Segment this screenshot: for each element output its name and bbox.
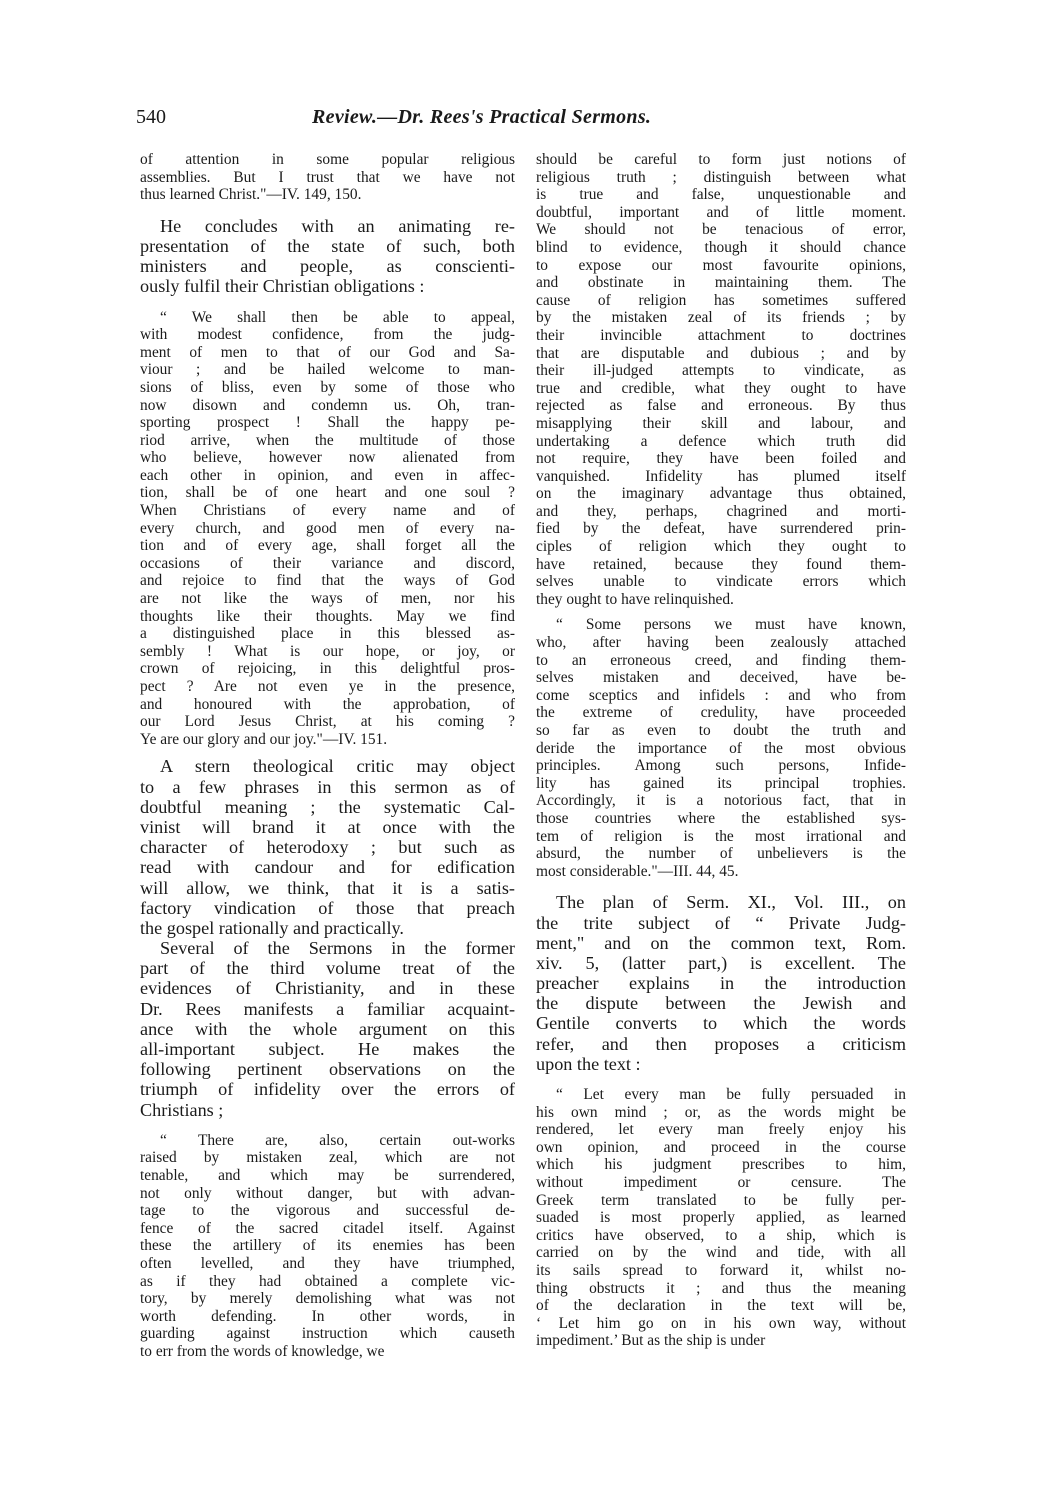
running-title: Review.—Dr. Rees's Practical Sermons.: [312, 106, 652, 128]
text-line: riod arrive, when the multitude of those: [140, 431, 515, 449]
text-line: with modest confidence, from the judg-: [140, 326, 515, 344]
text-line: so far as even to doubt the truth and: [536, 722, 906, 739]
text-line: by the mistaken zeal of its friends ; by: [536, 309, 906, 327]
text-line: deride the importance of the most obvious: [536, 739, 906, 757]
paragraph-large: [140, 756, 515, 938]
text-line: all-important subject. He makes the: [140, 1039, 515, 1059]
text-line: rendered, let every man freely enjoy his: [536, 1121, 906, 1139]
text-line: preacher explains in the introduction: [536, 973, 906, 994]
text-line: their invincible attachment to doctrines: [536, 326, 906, 344]
text-line: which his judgment prescribes to him,: [536, 1156, 906, 1174]
text-line: “ There are, also, certain out-works: [160, 1131, 515, 1149]
text-line: undertaking a defence which truth did: [536, 432, 906, 450]
right-column: [536, 151, 906, 1350]
text-line: to an erroneous creed, and finding them-: [536, 651, 906, 669]
text-line: thing obstructs it ; and thus the meaning: [536, 1279, 906, 1297]
text-line: the trite subject of “ Private Judg-: [536, 912, 906, 933]
text-line: thus learned Christ."—IV. 149, 150.: [140, 186, 362, 204]
text-line: Ye are our glory and our joy."—IV. 151.: [140, 730, 388, 748]
text-line: presentation of the state of such, both: [140, 235, 515, 256]
text-line: that are disputable and dubious ; and by: [536, 344, 906, 362]
text-line: every church, and good men of every na-: [140, 519, 515, 537]
text-line: evidences of Christianity, and in these: [140, 978, 515, 999]
text-line: who, after having been zealously attached: [536, 634, 906, 652]
text-line: now disown and condemn us. Oh, tran-: [140, 396, 515, 414]
text-line: selves mistaken and deceived, have be-: [536, 669, 906, 687]
page-number: 540: [136, 106, 166, 128]
text-line: carried on by the wind and tide, with all: [536, 1244, 906, 1262]
paragraph-large: [140, 216, 515, 297]
left-column: [140, 151, 515, 1360]
text-line: sions of bliss, even by some of those who: [140, 378, 515, 396]
text-line: ment," and on the common text, Rom.: [536, 932, 906, 953]
text-line: doubtful meaning ; the systematic Cal-: [140, 796, 515, 817]
text-line: crown of rejoicing, in this delightful pros-: [140, 660, 515, 678]
text-line: ‘ Let him go on in his own way, without: [536, 1314, 906, 1332]
text-line: misapplying their skill and labour, and: [536, 414, 906, 432]
text-line: not require, they have been foiled and: [536, 450, 906, 468]
text-line: fence of the sacred citadel itself. Against: [140, 1219, 515, 1237]
text-line: He concludes with an animating re-: [160, 215, 515, 236]
text-line: and honoured with the approbation, of: [140, 695, 515, 713]
text-line: tem of religion is the most irrational and: [536, 827, 906, 845]
text-line: factory vindication of those that preach: [140, 897, 515, 918]
text-line: Accordingly, it is a notorious fact, that in: [536, 792, 906, 810]
text-line: the dispute between the Jewish and: [536, 993, 906, 1014]
text-line: fied by the defeat, have surrendered prin-: [536, 520, 906, 538]
text-line: ance with the whole argument on this: [140, 1018, 515, 1039]
text-line: tage to the vigorous and successful de-: [140, 1202, 515, 1220]
text-line: of the declaration in the text will be,: [536, 1297, 906, 1315]
text-line: are not like the ways of men, nor his: [140, 590, 515, 608]
text-line: sporting prospect ! Shall the happy pe-: [140, 414, 515, 432]
text-line: Greek term translated to be fully per-: [536, 1191, 906, 1209]
quotation: [140, 309, 515, 749]
text-line: “ Let every man be fully persuaded in: [556, 1086, 906, 1104]
text-line: raised by mistaken zeal, which are not: [140, 1149, 515, 1167]
text-line: will allow, we think, that it is a satis-: [140, 877, 515, 898]
text-line: come sceptics and infidels : and who from: [536, 686, 906, 704]
text-line: vinist will brand it at once with the: [140, 816, 515, 837]
text-line: religious truth ; distinguish between what: [536, 168, 906, 186]
text-line: cause of religion has sometimes suffered: [536, 291, 906, 309]
text-line: who believe, however now alienated from: [140, 449, 515, 467]
text-line: The plan of Serm. XI., Vol. III., on: [556, 892, 906, 913]
text-line: our Lord Jesus Christ, at his coming ?: [140, 713, 515, 731]
text-line: his own mind ; or, as the words might be: [536, 1103, 906, 1121]
text-line: pect ? Are not even ye in the presence,: [140, 678, 515, 695]
text-line: occasions of their variance and discord,: [140, 554, 515, 572]
text-line: guarding against instruction which causeth: [140, 1325, 515, 1343]
text-line: of attention in some popular religious: [140, 151, 515, 168]
text-line: Several of the Sermons in the former: [160, 938, 515, 959]
text-line: their ill-judged attempts to vindicate, as: [536, 362, 906, 380]
text-line: part of the third volume treat of the: [140, 958, 515, 979]
text-line: When Christians of every name and of: [140, 502, 515, 520]
text-line: true and credible, what they ought to have: [536, 379, 906, 397]
text-line: they ought to have relinquished.: [536, 590, 734, 608]
quotation-continued: [536, 151, 906, 608]
text-line: ously fulfil their Christian obligations :: [140, 276, 425, 297]
text-line: triumph of infidelity over the errors of: [140, 1079, 515, 1100]
text-line: not only without danger, but with advan-: [140, 1184, 515, 1202]
text-line: tion and of every age, shall forget all the: [140, 537, 515, 555]
text-line: vanquished. Infidelity has plumed itself: [536, 467, 906, 485]
text-line: xiv. 5, (latter part,) is excellent. The: [536, 952, 906, 973]
text-line: often levelled, and they have triumphed,: [140, 1254, 515, 1272]
paragraph-large: [536, 892, 906, 1074]
text-line: following pertinent observations on the: [140, 1059, 515, 1080]
quotation: [140, 1132, 515, 1361]
text-line: absurd, the number of unbelievers is the: [536, 845, 906, 863]
text-line: suaded is most properly applied, as learned: [536, 1209, 906, 1227]
text-line: Gentile converts to which the words: [536, 1013, 906, 1034]
text-line: assemblies. But I trust that we have not: [140, 168, 515, 186]
text-line: each other in opinion, and even in affec-: [140, 466, 515, 484]
text-line: “ We shall then be able to appeal,: [160, 308, 515, 326]
text-line: viour ; and be hailed welcome to man-: [140, 361, 515, 379]
text-line: the gospel rationally and practically.: [140, 917, 404, 938]
text-line: to a few phrases in this sermon as of: [140, 776, 515, 797]
text-line: tion, shall be of one heart and one soul ?: [140, 484, 515, 502]
text-line: worth defending. In other words, in: [140, 1307, 515, 1325]
text-line: the extreme of credulity, have proceeded: [536, 704, 906, 722]
text-line: to expose our most favourite opinions,: [536, 256, 906, 274]
text-line: and they, perhaps, chagrined and morti-: [536, 502, 906, 520]
text-line: refer, and then proposes a criticism: [536, 1033, 906, 1054]
running-header: [136, 106, 916, 130]
text-line: own opinion, and proceed in the course: [536, 1138, 906, 1156]
text-line: sembly ! What is our hope, or joy, or: [140, 642, 515, 660]
text-line: We should not be tenacious of error,: [536, 221, 906, 239]
text-line: rejected as false and erroneous. By thus: [536, 397, 906, 415]
text-line: its sails spread to forward it, whilst no-: [536, 1261, 906, 1279]
text-line: a distinguished place in this blessed as-: [140, 625, 515, 643]
paragraph: [140, 151, 515, 204]
text-line: lity has gained its principal trophies.: [536, 774, 906, 792]
text-line: and obstinate in maintaining them. The: [536, 274, 906, 292]
text-line: as if they had obtained a complete vic-: [140, 1272, 515, 1290]
text-line: have retained, because they found them-: [536, 555, 906, 573]
paragraph-large: [140, 938, 515, 1120]
text-line: is true and false, unquestionable and: [536, 186, 906, 204]
text-line: those countries where the established sys-: [536, 809, 906, 827]
text-line: on the imaginary advantage thus obtained,: [536, 485, 906, 503]
text-line: to err from the words of knowledge, we: [140, 1342, 385, 1360]
text-line: upon the text :: [536, 1053, 641, 1074]
text-line: A stern theological critic may object: [160, 756, 515, 777]
text-line: doubtful, important and of little moment.: [536, 203, 906, 221]
text-line: tenable, and which may be surrendered,: [140, 1166, 515, 1184]
text-line: thoughts like their thoughts. May we find: [140, 607, 515, 625]
text-line: should be careful to form just notions of: [536, 151, 906, 168]
text-line: blind to evidence, though it should chance: [536, 238, 906, 256]
quotation: [536, 616, 906, 880]
text-line: character of heterodoxy ; but such as: [140, 837, 515, 858]
text-line: “ Some persons we must have known,: [556, 616, 906, 634]
text-line: ciples of religion which they ought to: [536, 538, 906, 556]
text-line: impediment.’ But as the ship is under: [536, 1332, 766, 1350]
text-line: critics have observed, to a ship, which is: [536, 1226, 906, 1244]
text-line: these the artillery of its enemies has been: [140, 1237, 515, 1255]
text-line: and rejoice to find that the ways of God: [140, 572, 515, 590]
text-line: read with candour and for edification: [140, 857, 515, 878]
text-line: tory, by merely demolishing what was not: [140, 1290, 515, 1308]
quotation: [536, 1086, 906, 1350]
text-line: principles. Among such persons, Infide-: [536, 757, 906, 775]
text-line: without impediment or censure. The: [536, 1174, 906, 1191]
text-line: ment of men to that of our God and Sa-: [140, 343, 515, 361]
text-line: Dr. Rees manifests a familiar acquaint-: [140, 998, 515, 1019]
text-line: Christians ;: [140, 1099, 224, 1120]
text-line: ministers and people, as conscienti-: [140, 256, 515, 277]
text-line: most considerable."—III. 44, 45.: [536, 862, 739, 880]
text-line: selves unable to vindicate errors which: [536, 573, 906, 591]
